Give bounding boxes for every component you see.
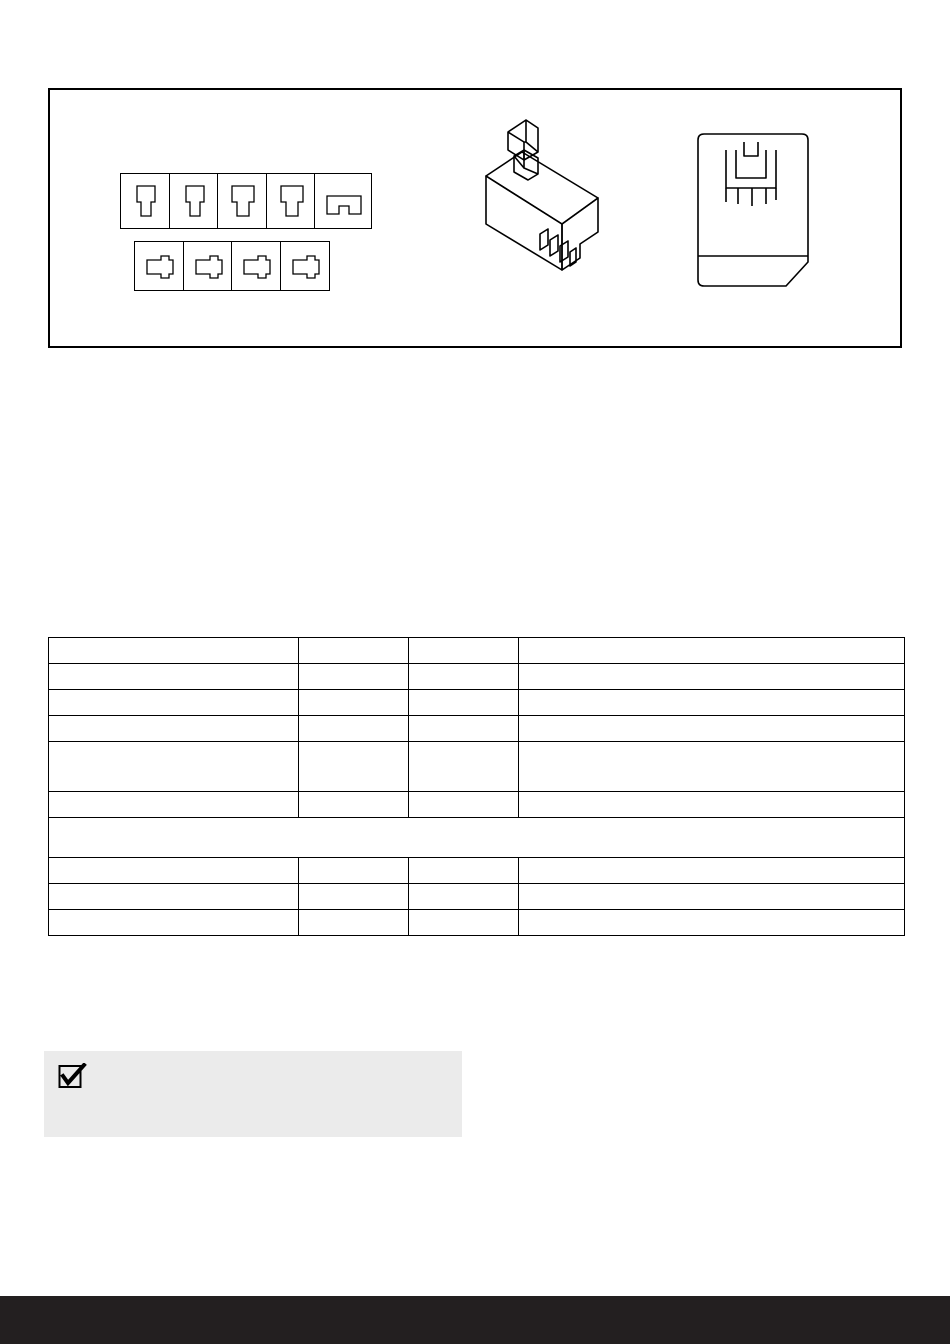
table-row bbox=[49, 690, 905, 716]
footer-bar bbox=[0, 1296, 950, 1344]
table-cell bbox=[49, 690, 299, 716]
table-cell bbox=[519, 792, 905, 818]
table-cell bbox=[409, 716, 519, 742]
table-cell bbox=[409, 884, 519, 910]
strain-relief-boot-icon bbox=[690, 128, 825, 308]
table-cell bbox=[49, 858, 299, 884]
modular-socket-icon bbox=[231, 241, 281, 291]
table-cell bbox=[299, 742, 409, 792]
note-callout bbox=[44, 1051, 462, 1137]
jack-row-bottom bbox=[134, 241, 328, 291]
table-cell bbox=[519, 910, 905, 936]
modular-socket-icon bbox=[134, 241, 184, 291]
table-cell bbox=[299, 858, 409, 884]
table-cell bbox=[519, 664, 905, 690]
table-cell bbox=[299, 884, 409, 910]
table-cell bbox=[49, 910, 299, 936]
jack-grid bbox=[120, 173, 410, 298]
modular-jack-icon bbox=[217, 173, 267, 229]
table-cell bbox=[409, 742, 519, 792]
table-cell bbox=[409, 910, 519, 936]
table-row bbox=[49, 910, 905, 936]
table-cell bbox=[409, 664, 519, 690]
modular-socket-icon bbox=[183, 241, 233, 291]
table-cell bbox=[519, 742, 905, 792]
table-row bbox=[49, 716, 905, 742]
table-row bbox=[49, 884, 905, 910]
table-cell bbox=[49, 638, 299, 664]
table-cell bbox=[409, 690, 519, 716]
table-cell bbox=[299, 910, 409, 936]
table-cell bbox=[299, 664, 409, 690]
table-cell bbox=[519, 884, 905, 910]
table-cell bbox=[519, 690, 905, 716]
table-cell bbox=[409, 638, 519, 664]
table-cell bbox=[49, 818, 905, 858]
table-cell bbox=[409, 858, 519, 884]
modular-jack-wide-icon bbox=[314, 173, 372, 229]
table-cell bbox=[519, 716, 905, 742]
table-cell bbox=[49, 792, 299, 818]
table-cell bbox=[49, 716, 299, 742]
table-cell bbox=[299, 638, 409, 664]
checkmark-icon bbox=[58, 1063, 88, 1093]
modular-jack-icon bbox=[120, 173, 170, 229]
modular-jack-icon bbox=[169, 173, 219, 229]
table-cell bbox=[409, 792, 519, 818]
modular-socket-icon bbox=[280, 241, 330, 291]
table-row bbox=[49, 792, 905, 818]
table-cell bbox=[49, 884, 299, 910]
connector-illustration-panel bbox=[48, 88, 902, 348]
jack-row-top bbox=[120, 173, 371, 229]
modular-jack-icon bbox=[266, 173, 316, 229]
rj45-plug-icon bbox=[480, 112, 650, 302]
table-cell bbox=[299, 792, 409, 818]
specification-table bbox=[48, 637, 905, 936]
table-row bbox=[49, 638, 905, 664]
table-cell bbox=[299, 690, 409, 716]
table-cell bbox=[49, 664, 299, 690]
table-cell bbox=[519, 638, 905, 664]
table-cell bbox=[519, 858, 905, 884]
table-row-spanning bbox=[49, 818, 905, 858]
table-row bbox=[49, 664, 905, 690]
table-row bbox=[49, 858, 905, 884]
table-row bbox=[49, 742, 905, 792]
table-cell bbox=[299, 716, 409, 742]
table-cell bbox=[49, 742, 299, 792]
